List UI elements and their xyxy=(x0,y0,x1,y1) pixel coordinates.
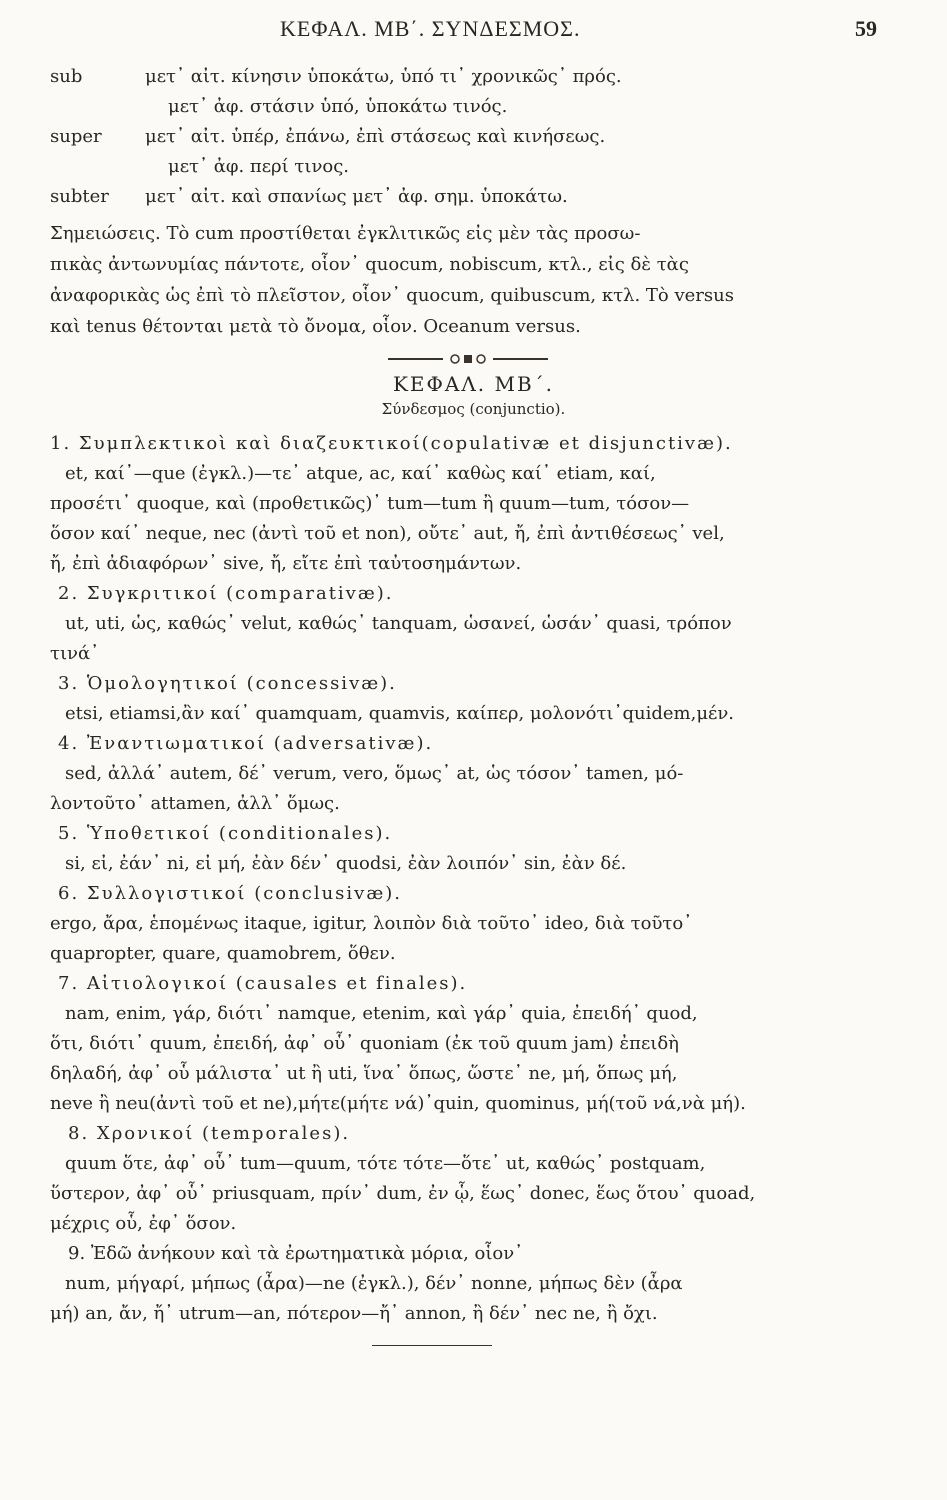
text-line: λοντοῦτο᾽ attamen, ἀλλ᾽ ὅμως. xyxy=(50,793,340,814)
chapter-subtitle: Σύνδεσμος (conjunctio). xyxy=(381,400,566,418)
running-title: ΚΕΦΑΛ. ΜΒ΄. ΣΥΝΔΕΣΜΟΣ. xyxy=(280,16,581,41)
text-line: neve ἢ neu(ἀντὶ τοῦ et ne),μήτε(μήτε νά)᾽quin, quominus, μή(τοῦ νά,νὰ μή). xyxy=(50,1093,746,1114)
preposition-row xyxy=(50,92,850,122)
text-line: nam, enim, γάρ, διότι᾽ namque, etenim, καὶ γάρ᾽ quia, ἐπειδή᾽ quod, xyxy=(65,1003,698,1024)
text-line: ἤ, ἐπὶ ἀδιαφόρων᾽ sive, ἤ, εἴτε ἐπὶ ταὐτοσημάντων. xyxy=(50,553,522,574)
preposition-text: μετ᾽ αἰτ. κίνησιν ὑποκάτω, ὑπό τι᾽ χρονικῶς᾽ πρός. xyxy=(145,66,622,87)
text-line: προσέτι᾽ quoque, καὶ (προθετικῶς)᾽ tum—tum ἢ quum—tum, τόσον— xyxy=(50,493,690,514)
text-line: sed, ἀλλά᾽ autem, δέ᾽ verum, vero, ὅμως᾽ at, ὡς τόσον᾽ tamen, μό- xyxy=(65,763,684,784)
text-line: ὅτι, διότι᾽ quum, ἐπειδή, ἀφ᾽ οὗ᾽ quoniam (ἐκ τοῦ quum jam) ἐπειδὴ xyxy=(50,1033,679,1054)
section-heading: 9. Ἐδῶ ἀνήκουν καὶ τὰ ἐρωτηματικὰ μόρια, οἷον᾽ xyxy=(68,1243,524,1264)
preposition-label: super xyxy=(50,126,102,147)
section-heading: 6. Συλλογιστικοί (conclusivæ). xyxy=(58,883,402,904)
remarks-line: καὶ tenus θέτονται μετὰ τὸ ὄνομα, οἷον. Oceanum versus. xyxy=(50,316,581,337)
section-heading: 2. Συγκριτικοί (comparativæ). xyxy=(58,583,394,604)
remarks-line: Σημειώσεις. Τὸ cum προστίθεται ἐγκλιτικῶς εἰς μὲν τὰς προσω- xyxy=(50,223,641,244)
page-number: 59 xyxy=(855,16,877,41)
section-heading: 1. Συμπλεκτικοὶ καὶ διαζευκτικοί(copulativæ et disjunctivæ). xyxy=(50,433,733,454)
preposition-text: μετ᾽ αἰτ. ὑπέρ, ἐπάνω, ἐπὶ στάσεως καὶ κινήσεως. xyxy=(145,126,606,147)
end-rule xyxy=(372,1345,492,1346)
text-line: si, εἰ, ἐάν᾽ ni, εἰ μή, ἐὰν δέν᾽ quodsi, ἐὰν λοιπόν᾽ sin, ἐὰν δέ. xyxy=(65,853,627,874)
text-line: ut, uti, ὡς, καθώς᾽ velut, καθώς᾽ tanquam, ὡσανεί, ὡσάν᾽ quasi, τρόπον xyxy=(65,613,732,634)
section-heading: 8. Χρονικοί (temporales). xyxy=(68,1123,351,1144)
text-line: quapropter, quare, quamobrem, ὅθεν. xyxy=(50,943,396,964)
chapter-title: ΚΕΦΑΛ. ΜΒ΄. xyxy=(392,372,555,396)
preposition-label: sub xyxy=(50,66,83,87)
preposition-label: subter xyxy=(50,186,109,207)
preposition-text: μετ᾽ ἀφ. περί τινος. xyxy=(168,156,350,177)
text-line: quum ὅτε, ἀφ᾽ οὗ᾽ tum—quum, τότε τότε—ὅτε᾽ ut, καθώς᾽ postquam, xyxy=(65,1153,706,1174)
preposition-row xyxy=(50,62,850,92)
text-line: τινά᾽ xyxy=(50,643,100,664)
text-line: ὕστερον, ἀφ᾽ οὗ᾽ priusquam, πρίν᾽ dum, ἐν ᾧ, ἕως᾽ donec, ἕως ὅτου᾽ quoad, xyxy=(50,1183,756,1204)
text-line: et, καί᾽—que (ἐγκλ.)—τε᾽ atque, ac, καί᾽ καθὼς καί᾽ etiam, καί, xyxy=(65,463,656,484)
preposition-row xyxy=(50,122,850,152)
preposition-row xyxy=(50,152,850,182)
preposition-text: μετ᾽ αἰτ. καὶ σπανίως μετ᾽ ἀφ. σημ. ὑποκάτω. xyxy=(145,186,568,207)
section-heading: 3. Ὁμολογητικοί (concessivæ). xyxy=(58,673,397,694)
section-heading: 4. Ἐναντιωματικοί (adversativæ). xyxy=(58,733,434,754)
section-heading: 7. Αἰτιολογικοί (causales et finales). xyxy=(58,973,468,994)
text-line: etsi, etiamsi,ἂν καί᾽ quamquam, quamvis, καίπερ, μολονότι᾽quidem,μέν. xyxy=(65,703,735,724)
text-line: μή) an, ἄν, ἤ᾽ utrum—an, πότερον—ἤ᾽ annon, ἢ δέν᾽ nec ne, ἢ ὄχι. xyxy=(50,1303,658,1324)
preposition-text: μετ᾽ ἀφ. στάσιν ὑπό, ὑποκάτω τινός. xyxy=(168,96,508,117)
text-line: δηλαδή, ἀφ᾽ οὗ μάλιστα᾽ ut ἢ uti, ἵνα᾽ ὅπως, ὥστε᾽ ne, μή, ὅπως μή, xyxy=(50,1063,678,1084)
section-heading: 5. Ὑποθετικοί (conditionales). xyxy=(58,823,393,844)
text-line: μέχρις οὗ, ἐφ᾽ ὅσον. xyxy=(50,1213,237,1234)
remarks-line: ἀναφορικὰς ὡς ἐπὶ τὸ πλεῖστον, οἷον᾽ quocum, quibuscum, κτλ. Τὸ versus xyxy=(50,285,734,306)
preposition-list xyxy=(50,62,850,212)
preposition-row xyxy=(50,182,850,212)
text-line: ὅσον καί᾽ neque, nec (ἀντὶ τοῦ et non), οὔτε᾽ aut, ἤ, ἐπὶ ἀντιθέσεως᾽ vel, xyxy=(50,523,725,544)
text-line: num, μήγαρί, μήπως (ἆρα)—ne (ἐγκλ.), δέν᾽ nonne, μήπως δὲν (ἆρα xyxy=(65,1273,683,1294)
page-header xyxy=(0,16,947,50)
ornament-divider xyxy=(388,352,548,366)
remarks-line: πικὰς ἀντωνυμίας πάντοτε, οἷον᾽ quocum, nobiscum, κτλ., εἰς δὲ τὰς xyxy=(50,254,689,275)
text-line: ergo, ἄρα, ἑπομένως itaque, igitur, λοιπὸν διὰ τοῦτο᾽ ideo, διὰ τοῦτο᾽ xyxy=(50,913,693,934)
